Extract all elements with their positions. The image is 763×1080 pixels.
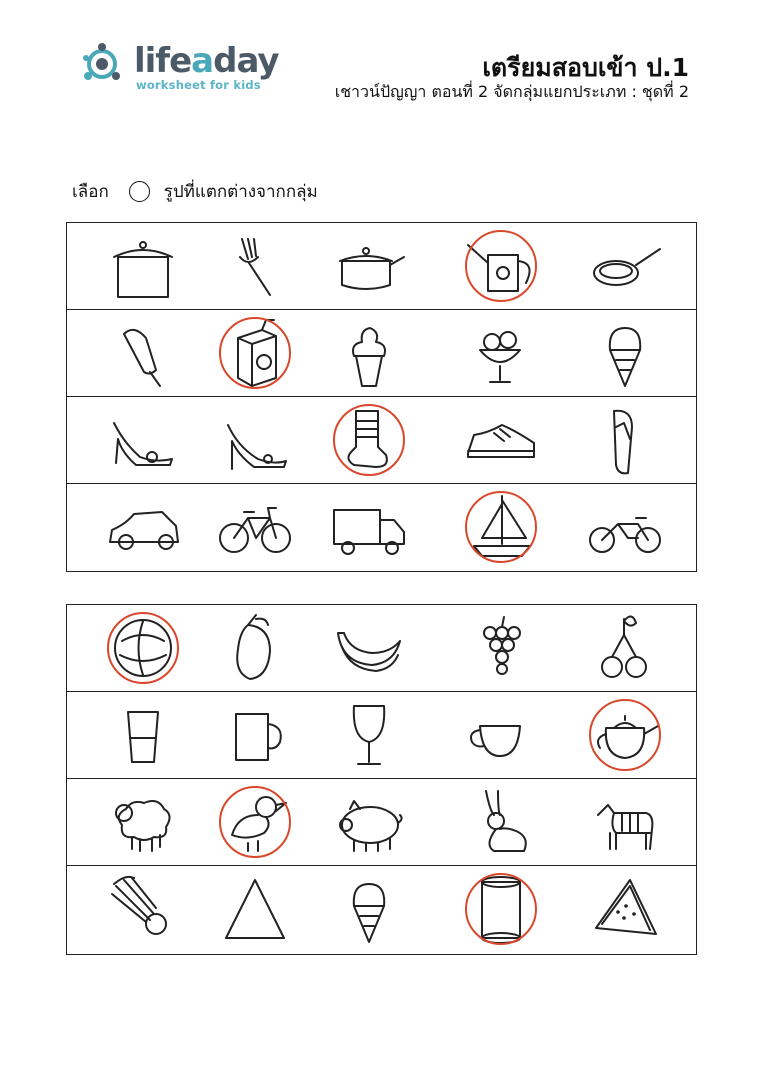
picture-option[interactable] bbox=[93, 223, 193, 309]
picture-option[interactable] bbox=[319, 692, 419, 778]
table-row bbox=[67, 692, 696, 779]
picture-option[interactable] bbox=[575, 866, 675, 952]
sailboat-icon bbox=[464, 490, 538, 564]
instruction-after: รูปที่แตกต่างจากกลุ่ม bbox=[163, 182, 318, 202]
instruction-before: เลือก bbox=[72, 182, 109, 202]
picture-option[interactable] bbox=[93, 779, 193, 865]
picture-option[interactable] bbox=[319, 397, 419, 483]
pot-icon bbox=[106, 229, 180, 303]
table-row bbox=[67, 866, 696, 953]
sheep-icon bbox=[106, 785, 180, 859]
circle-icon bbox=[129, 181, 150, 202]
picture-option[interactable] bbox=[205, 866, 305, 952]
teapot-icon bbox=[588, 698, 662, 772]
picture-option[interactable] bbox=[319, 223, 419, 309]
popsicle-icon bbox=[106, 316, 180, 390]
picture-option[interactable] bbox=[451, 605, 551, 691]
table-row bbox=[67, 779, 696, 866]
picture-option[interactable] bbox=[319, 605, 419, 691]
wine-glass-icon bbox=[332, 698, 406, 772]
cherries-icon bbox=[588, 611, 662, 685]
picture-option[interactable] bbox=[205, 779, 305, 865]
picture-option[interactable] bbox=[93, 310, 193, 396]
fork-icon bbox=[218, 229, 292, 303]
zebra-icon bbox=[588, 785, 662, 859]
picture-option[interactable] bbox=[451, 223, 551, 309]
grapes-icon bbox=[464, 611, 538, 685]
picture-option[interactable] bbox=[575, 692, 675, 778]
page-subtitle: เชาวน์ปัญญา ตอนที่ 2 จัดกลุ่มแยกประเภท : ชุดที่ 2 bbox=[334, 82, 689, 101]
mug-icon bbox=[218, 698, 292, 772]
worksheet-table-1 bbox=[66, 222, 697, 572]
shuttlecock-icon bbox=[106, 872, 180, 946]
car-icon bbox=[106, 490, 180, 564]
soft-serve-cone-icon bbox=[332, 316, 406, 390]
truck-icon bbox=[332, 490, 406, 564]
juice-box-icon bbox=[218, 316, 292, 390]
watering-can-icon bbox=[464, 229, 538, 303]
picture-option[interactable] bbox=[205, 692, 305, 778]
table-row bbox=[67, 605, 696, 692]
ice-cream-cone-icon bbox=[332, 872, 406, 946]
teacup-icon bbox=[464, 698, 538, 772]
ice-cream-cone-icon bbox=[588, 316, 662, 390]
table-row bbox=[67, 484, 696, 571]
high-heel-shoe-icon bbox=[106, 403, 180, 477]
table-row bbox=[67, 223, 696, 310]
instruction bbox=[72, 178, 318, 205]
picture-option[interactable] bbox=[205, 605, 305, 691]
table-row bbox=[67, 310, 696, 397]
picture-option[interactable] bbox=[93, 605, 193, 691]
picture-option[interactable] bbox=[575, 605, 675, 691]
picture-option[interactable] bbox=[451, 484, 551, 570]
picture-option[interactable] bbox=[451, 397, 551, 483]
picture-option[interactable] bbox=[451, 692, 551, 778]
ice-cream-sundae-icon bbox=[464, 316, 538, 390]
stiletto-shoe-icon bbox=[218, 403, 292, 477]
worksheet-table-2 bbox=[66, 604, 697, 955]
picture-option[interactable] bbox=[205, 223, 305, 309]
bicycle-icon bbox=[218, 490, 292, 564]
picture-option[interactable] bbox=[451, 866, 551, 952]
picture-option[interactable] bbox=[451, 310, 551, 396]
triangle-icon bbox=[218, 872, 292, 946]
banana-icon bbox=[332, 611, 406, 685]
picture-option[interactable] bbox=[93, 866, 193, 952]
picture-option[interactable] bbox=[575, 310, 675, 396]
logo-wordmark: lifeaday bbox=[134, 41, 279, 81]
cabbage-icon bbox=[106, 611, 180, 685]
picture-option[interactable] bbox=[575, 779, 675, 865]
bird-icon bbox=[218, 785, 292, 859]
picture-option[interactable] bbox=[93, 484, 193, 570]
pig-icon bbox=[332, 785, 406, 859]
logo-mark-icon bbox=[80, 38, 132, 90]
watermelon-icon bbox=[588, 872, 662, 946]
flip-flop-icon bbox=[588, 403, 662, 477]
picture-option[interactable] bbox=[319, 484, 419, 570]
picture-option[interactable] bbox=[575, 484, 675, 570]
glass-icon bbox=[106, 698, 180, 772]
saucepan-icon bbox=[332, 229, 406, 303]
picture-option[interactable] bbox=[205, 397, 305, 483]
frying-pan-icon bbox=[588, 229, 662, 303]
motorcycle-icon bbox=[588, 490, 662, 564]
logo bbox=[80, 38, 280, 98]
logo-tagline: worksheet for kids bbox=[136, 78, 261, 92]
picture-option[interactable] bbox=[575, 223, 675, 309]
picture-option[interactable] bbox=[319, 866, 419, 952]
picture-option[interactable] bbox=[93, 397, 193, 483]
mango-icon bbox=[218, 611, 292, 685]
picture-option[interactable] bbox=[205, 310, 305, 396]
picture-option[interactable] bbox=[319, 779, 419, 865]
sock-icon bbox=[332, 403, 406, 477]
rabbit-icon bbox=[464, 785, 538, 859]
picture-option[interactable] bbox=[205, 484, 305, 570]
picture-option[interactable] bbox=[319, 310, 419, 396]
table-row bbox=[67, 397, 696, 484]
page-title: เตรียมสอบเข้า ป.1 bbox=[482, 53, 689, 82]
picture-option[interactable] bbox=[93, 692, 193, 778]
paper-roll-icon bbox=[464, 872, 538, 946]
picture-option[interactable] bbox=[575, 397, 675, 483]
sneaker-icon bbox=[464, 403, 538, 477]
picture-option[interactable] bbox=[451, 779, 551, 865]
